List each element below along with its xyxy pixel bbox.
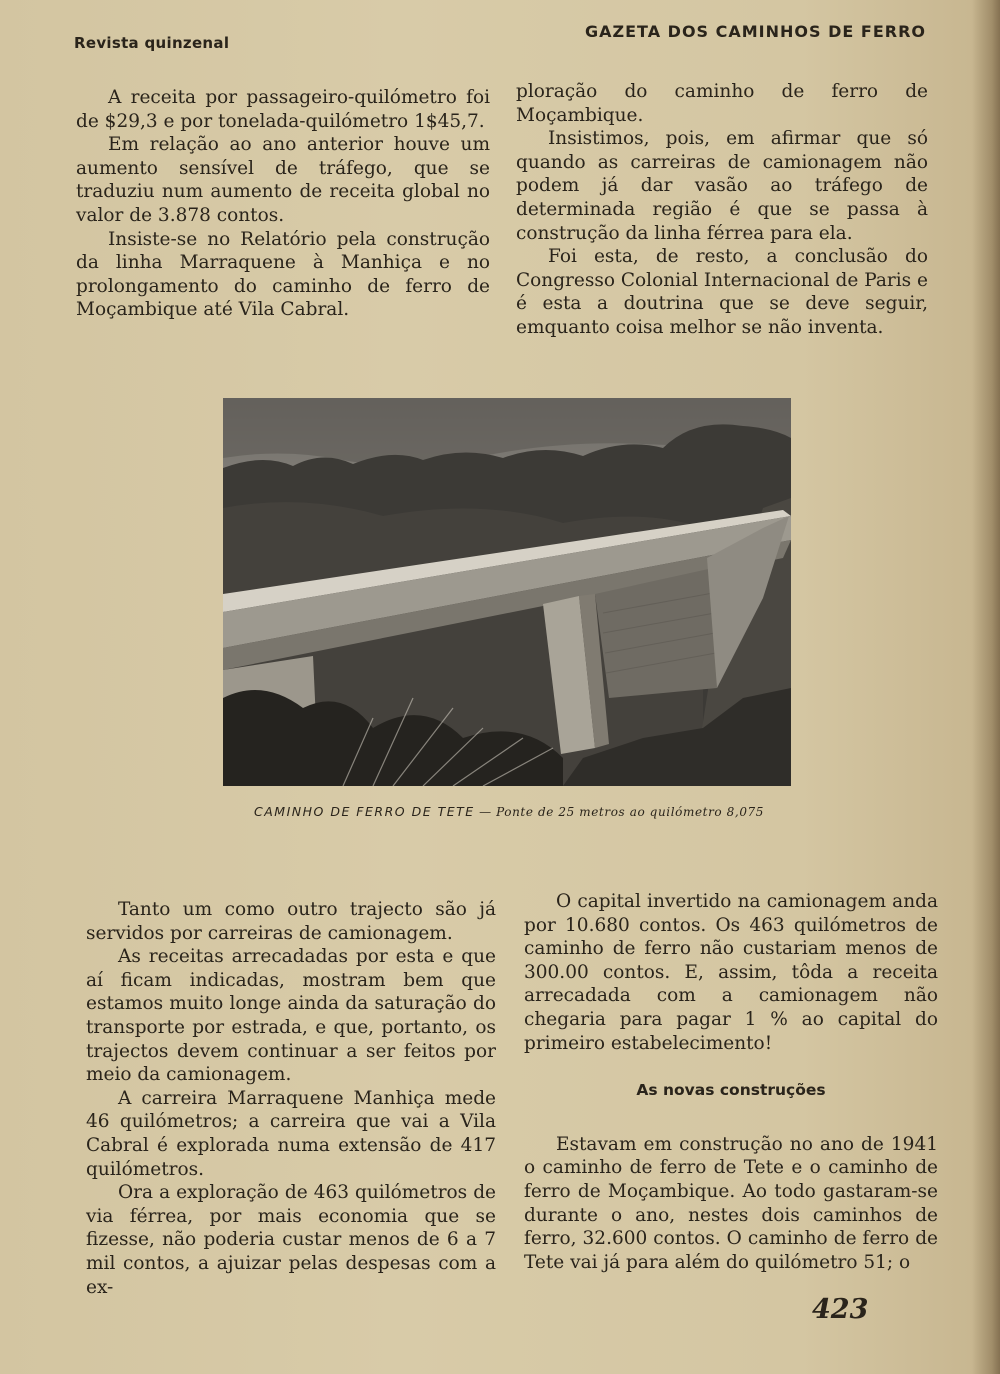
column-bottom-left (86, 898, 496, 1299)
section-heading: As novas construções (636, 1081, 826, 1100)
paragraph: Insiste-se no Relatório pela construção da linha Marraquene à Manhiça e no prolongamento do caminho de ferro de Moçambique até Vila Cabral. (76, 228, 490, 321)
running-header-right: GAZETA DOS CAMINHOS DE FERRO (584, 22, 926, 41)
column-top-right (516, 80, 928, 340)
paragraph: Em relação ao ano anterior houve um aumento sensível de tráfego, que se traduziu num aumento de receita global no valor de 3.878 contos. (76, 134, 490, 226)
paragraph: A receita por passageiro-quilómetro foi de $29,3 e por tonelada-quilómetro 1$45,7. (76, 87, 490, 132)
column-bottom-right (524, 890, 938, 1274)
paragraph: A carreira Marraquene Manhiça mede 46 quilómetros; a carreira que vai a Vila Cabral é explorada numa extensão de 417 quilómetros. (86, 1087, 496, 1180)
bridge-photo-illustration (223, 398, 791, 786)
column-top-left (76, 86, 490, 322)
running-header-left: Revista quinzenal (74, 34, 230, 52)
paragraph: O capital invertido na camionagem anda por 10.680 contos. Os 463 quilómetros de caminho de ferro não custariam menos de 300.00 contos. E, assim, tôda a receita arrecadada com a camionagem não chegaria para pagar 1 % ao capital do primeiro estabelecimento! (524, 891, 938, 1054)
page-number: 423 (812, 1294, 869, 1325)
paragraph-continued: ploração do caminho de ferro de Moçambique. (516, 81, 928, 126)
paragraph: Ora a exploração de 463 quilómetros de via férrea, por mais economia que se fizesse, não poderia custar menos de 6 a 7 mil contos, a ajuizar pelas despesas com a ex- (86, 1182, 496, 1298)
paragraph: As receitas arrecadadas por esta e que aí ficam indicadas, mostram bem que estamos muito longe ainda da saturação do transporte por estrada, e que, portanto, os trajectos devem continuar a ser feitos por meio da camionagem. (86, 946, 496, 1086)
page-edge-shadow (972, 0, 1000, 1374)
paragraph: Foi esta, de resto, a conclusão do Congresso Colonial Internacional de Paris e é esta a doutrina que se deve seguir, emquanto coisa melhor se não inventa. (516, 246, 928, 338)
photo-caption (254, 804, 764, 819)
paragraph: Insistimos, pois, em afirmar que só quando as carreiras de camionagem não podem já dar vasão ao tráfego de determinada região é que se passa à construção da linha férrea para ela. (516, 128, 928, 244)
paragraph: Tanto um como outro trajecto são já servidos por carreiras de camionagem. (86, 899, 496, 944)
caption-description: — Ponte de 25 metros ao quilómetro 8,075 (479, 805, 765, 819)
caption-title: CAMINHO DE FERRO DE TETE (254, 804, 475, 819)
bridge-photograph (223, 398, 791, 786)
paragraph: Estavam em construção no ano de 1941 o caminho de ferro de Tete e o caminho de ferro de Moçambique. Ao todo gastaram-se durante o ano, nestes dois caminhos de ferro, 32.600 contos. O caminho de ferro de Tete vai já para além do quilómetro 51; o (524, 1133, 938, 1273)
